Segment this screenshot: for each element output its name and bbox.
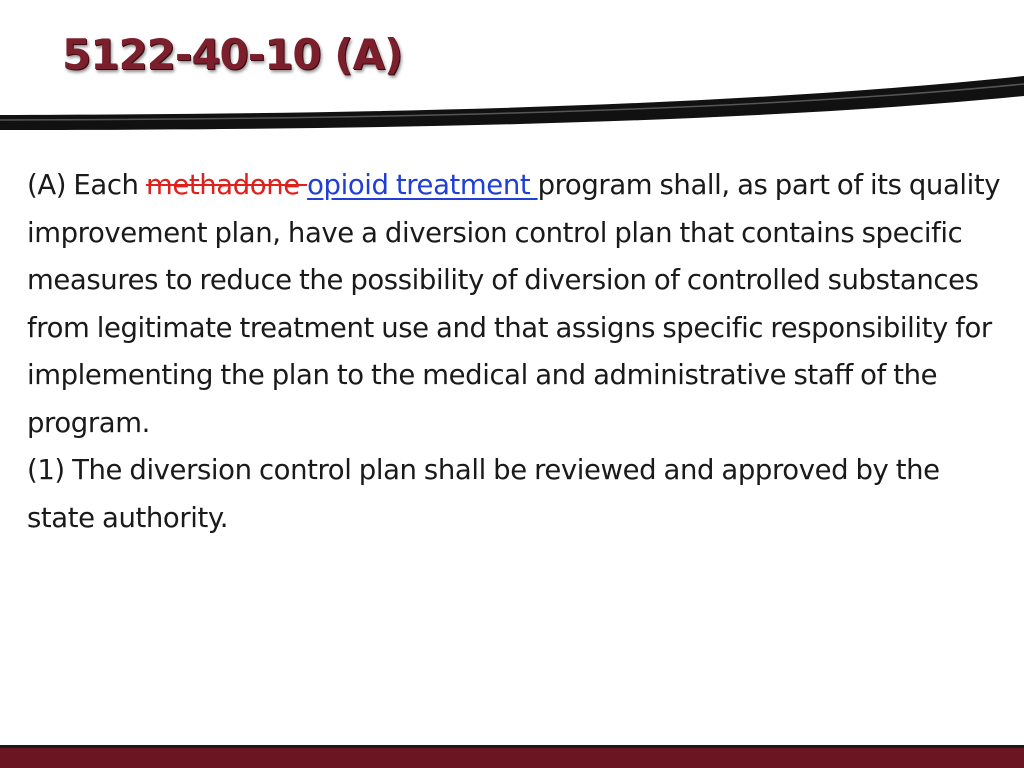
footer-bar [0, 745, 1024, 768]
body-text [27, 162, 1002, 542]
paragraph-a-lead: (A) Each [27, 169, 146, 201]
paragraph-a [27, 162, 1002, 447]
title-underline-swoosh [0, 70, 1024, 140]
deleted-text: methadone [145, 169, 308, 201]
slide-title: 5122-40-10 (A) [62, 30, 403, 79]
swoosh-shape [0, 76, 1024, 130]
paragraph-a-rest: program shall, as part of its quality improvement plan, have a diversion control plan that contains specific measures to reduce the possibility of diversion of controlled substances from legitimate treatment use and that assigns specific responsibility for implementing the plan to the medical and administrative staff of the program. [27, 169, 1001, 439]
paragraph-1: (1) The diversion control plan shall be reviewed and approved by the state authority. [27, 454, 940, 534]
inserted-text: opioid treatment [307, 169, 538, 201]
